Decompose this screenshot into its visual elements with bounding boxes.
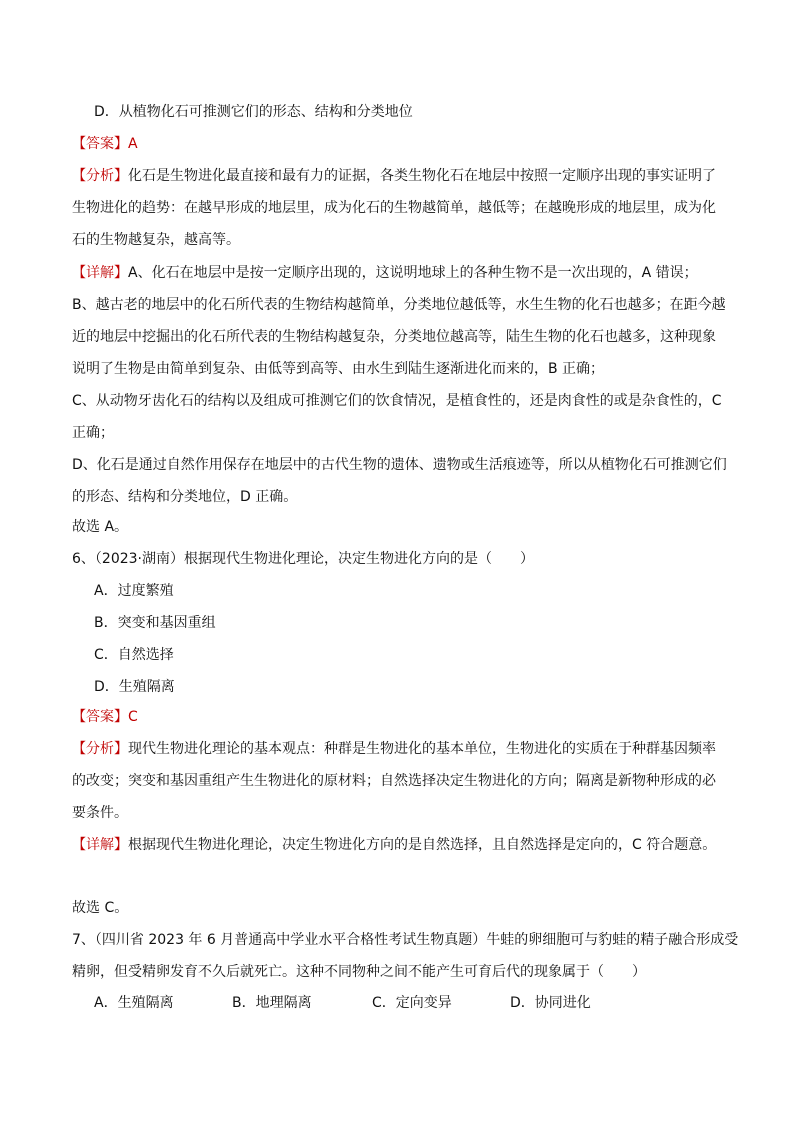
answer-tag: 【答案】 [72,136,128,152]
q6-option-c: C．自然选择 [94,647,174,663]
q7-option-d: D．协同进化 [510,995,591,1011]
q6-option-b: B．突变和基因重组 [94,615,216,631]
q6-answer [72,707,732,727]
q5-detail-line-8: 的形态、结构和分类地位，D 正确。 [72,489,298,505]
answer-value: A [128,136,138,152]
q5-detail-line-4: 说明了生物是由简单到复杂、由低等到高等、由水生到陆生逐渐进化而来的，B 正确； [72,361,605,377]
q6-stem: 6、（2023·湖南）根据现代生物进化理论，决定生物进化方向的是（ ） [72,551,534,567]
answer-tag: 【答案】 [72,709,128,725]
q5-detail-line-6: 正确； [72,425,114,441]
q7-option-a: A．生殖隔离 [94,995,174,1011]
q5-option-d: D．从植物化石可推测它们的形态、结构和分类地位 [94,104,413,120]
q5-detail-line-3: 近的地层中挖掘出的化石所代表的生物结构越复杂，分类地位越高等，陆生生物的化石也越多，这种现象 [72,329,716,345]
detail-tag: 【详解】 [72,265,128,281]
q6-analysis-line-3: 要条件。 [72,805,128,821]
detail-text: 根据现代生物进化理论，决定生物进化方向的是自然选择，且自然选择是定向的，C 符合题意。 [128,837,717,853]
q7-option-c: C．定向变异 [372,995,452,1011]
analysis-text: 现代生物进化理论的基本观点：种群是生物进化的基本单位，生物进化的实质在于种群基因频率 [128,741,716,757]
q7-stem-line-2: 精卵，但受精卵发育不久后就死亡。这种不同物种之间不能产生可育后代的现象属于（ ） [72,964,646,980]
q6-detail-line-1 [72,835,732,855]
q6-analysis-line-1 [72,739,732,759]
q5-detail-line-2: B、越古老的地层中的化石所代表的生物结构越简单，分类地位越低等，水生生物的化石也越多；在距今越 [72,297,726,313]
q6-conclusion: 故选 C。 [72,900,129,916]
analysis-tag: 【分析】 [72,168,128,184]
detail-text: A、化石在地层中是按一定顺序出现的，这说明地球上的各种生物不是一次出现的，A 错误； [128,265,698,281]
q7-stem-line-1: 7、（四川省 2023 年 6 月普通高中学业水平合格性考试生物真题）牛蛙的卵细胞可与豹蛙的精子融合形成受 [72,932,739,948]
q6-option-a: A．过度繁殖 [94,583,174,599]
q7-options [94,993,754,1013]
analysis-tag: 【分析】 [72,741,128,757]
detail-tag: 【详解】 [72,837,128,853]
q5-detail-line-7: D、化石是通过自然作用保存在地层中的古代生物的遗体、遗物或生活痕迹等，所以从植物化石可推测它们 [72,457,727,473]
q5-detail-line-1 [72,263,732,283]
q7-option-b: B．地理隔离 [232,995,312,1011]
q5-detail-line-5: C、从动物牙齿化石的结构以及组成可推测它们的饮食情况，是植食性的，还是肉食性的或是杂食性的，C [72,393,722,409]
answer-value: C [128,709,138,725]
q5-analysis-line-1 [72,166,732,186]
q6-option-d: D．生殖隔离 [94,679,175,695]
q5-conclusion: 故选 A。 [72,519,129,535]
q6-analysis-line-2: 的改变；突变和基因重组产生生物进化的原材料；自然选择决定生物进化的方向；隔离是新物种形成的必 [72,773,716,789]
q5-analysis-line-2: 生物进化的趋势：在越早形成的地层里，成为化石的生物越简单，越低等；在越晚形成的地层里，成为化 [72,200,716,216]
q5-analysis-line-3: 石的生物越复杂，越高等。 [72,232,240,248]
q5-answer [72,134,732,154]
analysis-text: 化石是生物进化最直接和最有力的证据，各类生物化石在地层中按照一定顺序出现的事实证明了 [128,168,716,184]
